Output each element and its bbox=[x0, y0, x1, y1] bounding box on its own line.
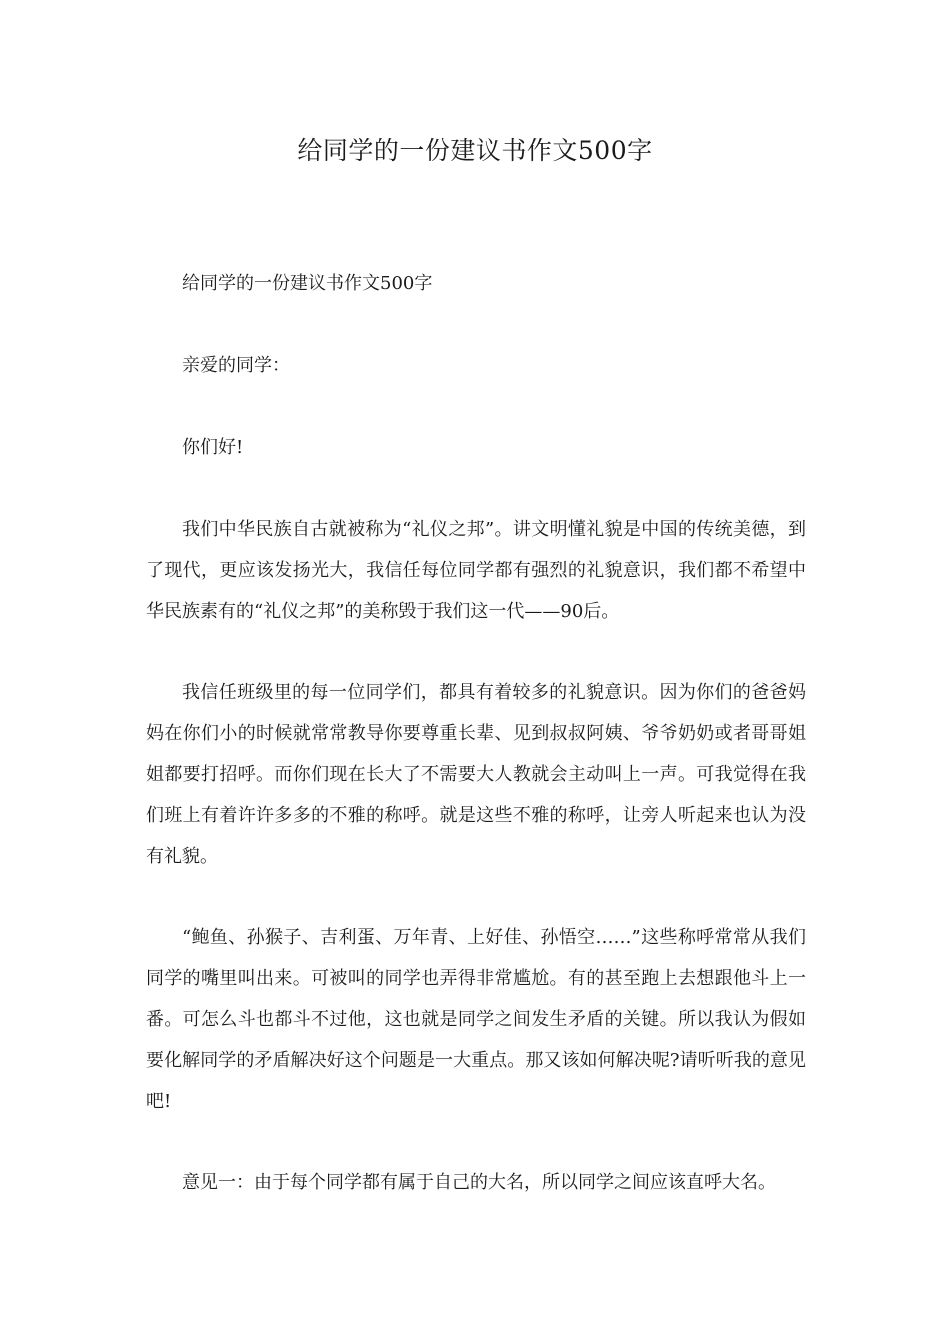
document-title: 给同学的一份建议书作文500字 bbox=[297, 136, 653, 165]
body-paragraph: 我们中华民族自古就被称为“礼仪之邦”。讲文明懂礼貌是中国的传统美德，到了现代，更应该发扬光大，我信任每位同学都有强烈的礼貌意识，我们都不希望中华民族素有的“礼仪之邦”的美称毁于我们这一代——90后。 bbox=[146, 519, 806, 622]
body-paragraph-greeting: 你们好! bbox=[182, 437, 244, 458]
body-paragraph: 我信任班级里的每一位同学们，都具有着较多的礼貌意识。因为你们的爸爸妈妈在你们小的时候就常常教导你要尊重长辈、见到叔叔阿姨、爷爷奶奶或者哥哥姐姐都要打招呼。而你们现在长大了不需要大人教就会主动叫上一声。可我觉得在我们班上有着许许多多的不雅的称呼。就是这些不雅的称呼，让旁人听起来也认为没有礼貌。 bbox=[146, 682, 806, 867]
body-paragraph-subtitle: 给同学的一份建议书作文500字 bbox=[182, 273, 433, 294]
body-paragraph: 意见一：由于每个同学都有属于自己的大名，所以同学之间应该直呼大名。 bbox=[182, 1172, 776, 1193]
body-paragraph: “鲍鱼、孙猴子、吉利蛋、万年青、上好佳、孙悟空……”这些称呼常常从我们同学的嘴里叫出来。可被叫的同学也弄得非常尴尬。有的甚至跑上去想跟他斗上一番。可怎么斗也都斗不过他，这也就是同学之间发生矛盾的关键。所以我认为假如要化解同学的矛盾解决好这个问题是一大重点。那又该如何解决呢?请听听我的意见吧! bbox=[146, 927, 806, 1112]
body-paragraph-salutation: 亲爱的同学： bbox=[182, 355, 290, 376]
document-body bbox=[146, 263, 806, 1243]
